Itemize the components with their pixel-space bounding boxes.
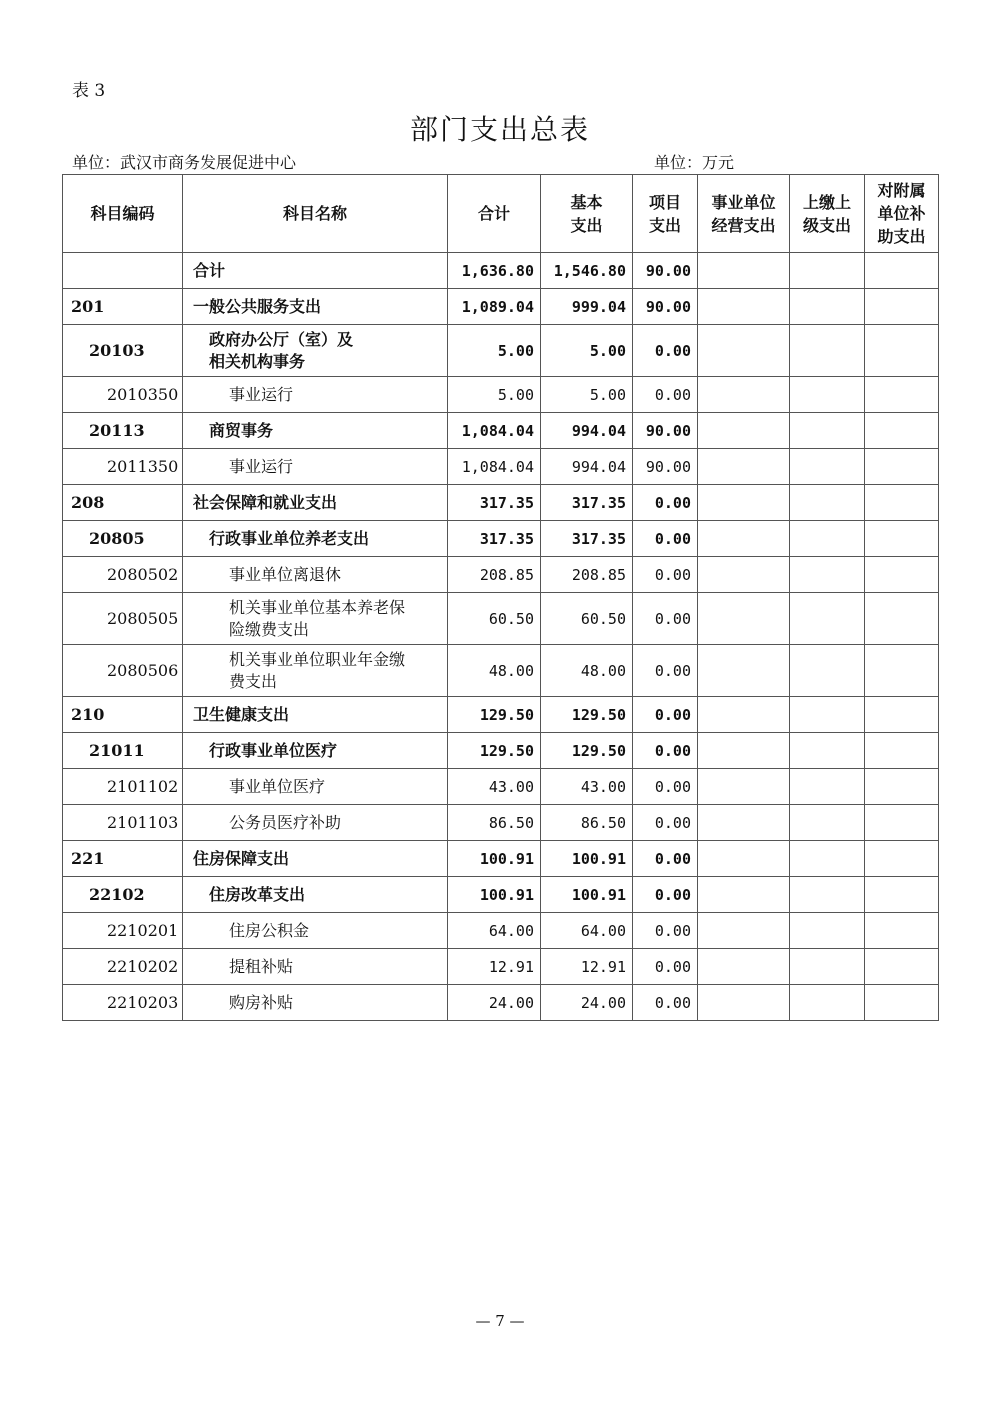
table-row <box>63 377 939 413</box>
cell-name-line1: 一般公共服务支出 <box>193 296 322 316</box>
cell-business <box>698 949 790 985</box>
cell-name-line1: 公务员医疗补助 <box>229 812 342 832</box>
cell-total: 317.35 <box>448 521 541 557</box>
table-number: 表 3 <box>72 81 106 101</box>
table-row <box>63 289 939 325</box>
cell-name-line2: 费支出 <box>229 671 278 691</box>
cell-basic: 129.50 <box>541 733 633 769</box>
cell-total: 129.50 <box>448 697 541 733</box>
cell-subsidy <box>865 449 939 485</box>
cell-code: 201 <box>63 289 183 325</box>
cell-code: 2101103 <box>63 805 183 841</box>
cell-project: 0.00 <box>633 913 698 949</box>
table-row <box>63 521 939 557</box>
col-header-upper <box>790 175 865 253</box>
cell-basic: 5.00 <box>541 377 633 413</box>
table-row <box>63 485 939 521</box>
cell-business <box>698 377 790 413</box>
cell-code: 210 <box>63 697 183 733</box>
cell-name-line1: 行政事业单位养老支出 <box>209 528 370 548</box>
cell-name-line1: 事业运行 <box>229 456 294 476</box>
cell-name-line1: 机关事业单位职业年金缴 <box>229 649 406 669</box>
cell-name-line2: 相关机构事务 <box>209 351 306 371</box>
cell-business <box>698 769 790 805</box>
expenditure-table <box>62 174 939 1021</box>
cell-upper <box>790 697 865 733</box>
col-header-upper-line2: 级支出 <box>802 215 851 235</box>
cell-code: 22102 <box>63 877 183 913</box>
cell-project: 0.00 <box>633 985 698 1021</box>
cell-basic: 1,546.80 <box>541 253 633 289</box>
cell-name-line1: 住房保障支出 <box>193 848 290 868</box>
col-header-project-line2: 支出 <box>648 215 681 235</box>
cell-total: 1,636.80 <box>448 253 541 289</box>
cell-subsidy <box>865 377 939 413</box>
cell-upper <box>790 557 865 593</box>
cell-project: 90.00 <box>633 413 698 449</box>
cell-name-line1: 政府办公厅（室）及 <box>209 329 354 349</box>
cell-name <box>183 377 448 413</box>
table-row <box>63 253 939 289</box>
cell-subsidy <box>865 805 939 841</box>
cell-total: 100.91 <box>448 841 541 877</box>
col-header-upper-line1: 上缴上 <box>802 192 851 212</box>
cell-code: 2210203 <box>63 985 183 1021</box>
cell-subsidy <box>865 485 939 521</box>
cell-total: 100.91 <box>448 877 541 913</box>
cell-code: 20113 <box>63 413 183 449</box>
cell-business <box>698 733 790 769</box>
cell-name-line2: 险缴费支出 <box>229 619 310 639</box>
cell-name <box>183 769 448 805</box>
cell-code: 21011 <box>63 733 183 769</box>
cell-total: 1,084.04 <box>448 449 541 485</box>
cell-name <box>183 877 448 913</box>
cell-total: 1,089.04 <box>448 289 541 325</box>
cell-subsidy <box>865 521 939 557</box>
cell-total: 1,084.04 <box>448 413 541 449</box>
col-header-project <box>633 175 698 253</box>
col-header-business <box>698 175 790 253</box>
cell-code: 2010350 <box>63 377 183 413</box>
cell-subsidy <box>865 289 939 325</box>
col-header-business-line1: 事业单位 <box>711 192 776 212</box>
cell-code: 2210202 <box>63 949 183 985</box>
cell-code: 20103 <box>63 325 183 377</box>
col-header-subsidy-line2: 单位补 <box>877 204 926 223</box>
cell-project: 90.00 <box>633 289 698 325</box>
cell-project: 0.00 <box>633 377 698 413</box>
cell-upper <box>790 949 865 985</box>
cell-name <box>183 593 448 645</box>
cell-basic: 208.85 <box>541 557 633 593</box>
cell-upper <box>790 325 865 377</box>
table-row <box>63 985 939 1021</box>
cell-basic: 64.00 <box>541 913 633 949</box>
cell-subsidy <box>865 697 939 733</box>
col-header-basic-line2: 支出 <box>570 215 603 235</box>
cell-code: 2011350 <box>63 449 183 485</box>
cell-code: 2101102 <box>63 769 183 805</box>
cell-basic: 129.50 <box>541 697 633 733</box>
cell-subsidy <box>865 985 939 1021</box>
col-header-subsidy <box>865 175 939 253</box>
table-row <box>63 325 939 377</box>
cell-total: 208.85 <box>448 557 541 593</box>
cell-name-line1: 合计 <box>193 260 226 280</box>
cell-business <box>698 645 790 697</box>
cell-name-line1: 购房补贴 <box>229 992 294 1012</box>
cell-total: 5.00 <box>448 377 541 413</box>
cell-upper <box>790 289 865 325</box>
cell-basic: 5.00 <box>541 325 633 377</box>
table-body <box>63 253 939 1021</box>
cell-upper <box>790 985 865 1021</box>
cell-business <box>698 913 790 949</box>
cell-subsidy <box>865 253 939 289</box>
cell-name-line1: 商贸事务 <box>209 420 274 440</box>
cell-total: 24.00 <box>448 985 541 1021</box>
cell-total: 43.00 <box>448 769 541 805</box>
cell-business <box>698 593 790 645</box>
cell-basic: 999.04 <box>541 289 633 325</box>
cell-code: 221 <box>63 841 183 877</box>
cell-name <box>183 697 448 733</box>
cell-project: 0.00 <box>633 949 698 985</box>
cell-business <box>698 841 790 877</box>
cell-basic: 86.50 <box>541 805 633 841</box>
cell-name-line1: 住房公积金 <box>229 920 310 940</box>
cell-name <box>183 805 448 841</box>
page-title: 部门支出总表 <box>409 113 590 146</box>
cell-business <box>698 325 790 377</box>
cell-name-line1: 行政事业单位医疗 <box>209 740 338 760</box>
cell-upper <box>790 377 865 413</box>
cell-upper <box>790 877 865 913</box>
cell-name-line1: 提租补贴 <box>229 956 294 976</box>
cell-project: 0.00 <box>633 521 698 557</box>
cell-name <box>183 645 448 697</box>
unit-organization: 单位：武汉市商务发展促进中心 <box>72 153 297 172</box>
cell-subsidy <box>865 557 939 593</box>
cell-basic: 994.04 <box>541 413 633 449</box>
cell-name <box>183 841 448 877</box>
cell-total: 64.00 <box>448 913 541 949</box>
cell-business <box>698 805 790 841</box>
cell-name-line1: 住房改革支出 <box>209 884 306 904</box>
cell-project: 0.00 <box>633 325 698 377</box>
cell-upper <box>790 413 865 449</box>
cell-project: 0.00 <box>633 697 698 733</box>
col-header-basic <box>541 175 633 253</box>
cell-name <box>183 413 448 449</box>
cell-name <box>183 985 448 1021</box>
cell-name-line1: 卫生健康支出 <box>193 704 290 724</box>
cell-basic: 317.35 <box>541 485 633 521</box>
table-row <box>63 449 939 485</box>
cell-name <box>183 485 448 521</box>
cell-total: 12.91 <box>448 949 541 985</box>
cell-subsidy <box>865 949 939 985</box>
cell-code: 2210201 <box>63 913 183 949</box>
cell-total: 86.50 <box>448 805 541 841</box>
cell-basic: 100.91 <box>541 877 633 913</box>
cell-business <box>698 413 790 449</box>
table-row <box>63 697 939 733</box>
table-row <box>63 877 939 913</box>
cell-subsidy <box>865 593 939 645</box>
col-header-basic-line1: 基本 <box>570 192 603 212</box>
cell-name <box>183 557 448 593</box>
cell-project: 0.00 <box>633 733 698 769</box>
col-header-code: 科目编码 <box>63 175 183 253</box>
cell-code: 20805 <box>63 521 183 557</box>
cell-upper <box>790 253 865 289</box>
cell-basic: 12.91 <box>541 949 633 985</box>
cell-name <box>183 913 448 949</box>
cell-subsidy <box>865 769 939 805</box>
cell-basic: 48.00 <box>541 645 633 697</box>
cell-business <box>698 877 790 913</box>
cell-name <box>183 733 448 769</box>
cell-code: 2080505 <box>63 593 183 645</box>
col-header-total: 合计 <box>448 175 541 253</box>
cell-subsidy <box>865 413 939 449</box>
cell-subsidy <box>865 733 939 769</box>
cell-basic: 24.00 <box>541 985 633 1021</box>
cell-subsidy <box>865 325 939 377</box>
cell-basic: 43.00 <box>541 769 633 805</box>
cell-name <box>183 521 448 557</box>
cell-name <box>183 289 448 325</box>
table-row <box>63 733 939 769</box>
cell-business <box>698 697 790 733</box>
col-header-name: 科目名称 <box>183 175 448 253</box>
cell-name-line1: 机关事业单位基本养老保 <box>229 597 406 617</box>
cell-upper <box>790 521 865 557</box>
cell-project: 0.00 <box>633 557 698 593</box>
table-row <box>63 769 939 805</box>
cell-business <box>698 557 790 593</box>
cell-name <box>183 449 448 485</box>
cell-project: 90.00 <box>633 253 698 289</box>
cell-business <box>698 485 790 521</box>
table-row <box>63 413 939 449</box>
cell-total: 48.00 <box>448 645 541 697</box>
cell-total: 60.50 <box>448 593 541 645</box>
col-header-subsidy-line1: 对附属 <box>877 181 926 200</box>
table-row <box>63 805 939 841</box>
cell-business <box>698 289 790 325</box>
cell-subsidy <box>865 913 939 949</box>
cell-project: 0.00 <box>633 877 698 913</box>
cell-total: 5.00 <box>448 325 541 377</box>
cell-project: 0.00 <box>633 769 698 805</box>
cell-upper <box>790 593 865 645</box>
table-row <box>63 841 939 877</box>
col-header-subsidy-line3: 助支出 <box>877 227 926 246</box>
col-header-business-line2: 经营支出 <box>711 215 776 235</box>
cell-business <box>698 985 790 1021</box>
table-row <box>63 913 939 949</box>
cell-code: 2080506 <box>63 645 183 697</box>
cell-project: 0.00 <box>633 645 698 697</box>
cell-name <box>183 325 448 377</box>
cell-total: 317.35 <box>448 485 541 521</box>
cell-code: 208 <box>63 485 183 521</box>
cell-project: 0.00 <box>633 485 698 521</box>
col-header-project-line1: 项目 <box>648 192 681 212</box>
cell-upper <box>790 485 865 521</box>
cell-name-line1: 事业运行 <box>229 384 294 404</box>
cell-total: 129.50 <box>448 733 541 769</box>
cell-business <box>698 521 790 557</box>
cell-project: 0.00 <box>633 841 698 877</box>
cell-project: 0.00 <box>633 593 698 645</box>
cell-upper <box>790 913 865 949</box>
unit-currency: 单位：万元 <box>654 153 735 172</box>
cell-upper <box>790 841 865 877</box>
cell-name-line1: 社会保障和就业支出 <box>193 492 338 512</box>
cell-code <box>63 253 183 289</box>
cell-upper <box>790 645 865 697</box>
cell-basic: 60.50 <box>541 593 633 645</box>
table-row <box>63 949 939 985</box>
cell-business <box>698 253 790 289</box>
cell-project: 90.00 <box>633 449 698 485</box>
table-row <box>63 593 939 645</box>
cell-subsidy <box>865 645 939 697</box>
cell-subsidy <box>865 877 939 913</box>
cell-basic: 100.91 <box>541 841 633 877</box>
header-row <box>63 175 939 253</box>
page-number: — 7 — <box>475 1312 525 1330</box>
table-row <box>63 557 939 593</box>
cell-upper <box>790 769 865 805</box>
cell-upper <box>790 733 865 769</box>
cell-upper <box>790 805 865 841</box>
cell-upper <box>790 449 865 485</box>
cell-business <box>698 449 790 485</box>
cell-name-line1: 事业单位离退休 <box>229 564 342 584</box>
cell-name <box>183 949 448 985</box>
cell-name <box>183 253 448 289</box>
cell-code: 2080502 <box>63 557 183 593</box>
table-row <box>63 645 939 697</box>
cell-name-line1: 事业单位医疗 <box>229 776 326 796</box>
cell-subsidy <box>865 841 939 877</box>
cell-basic: 994.04 <box>541 449 633 485</box>
cell-basic: 317.35 <box>541 521 633 557</box>
cell-project: 0.00 <box>633 805 698 841</box>
